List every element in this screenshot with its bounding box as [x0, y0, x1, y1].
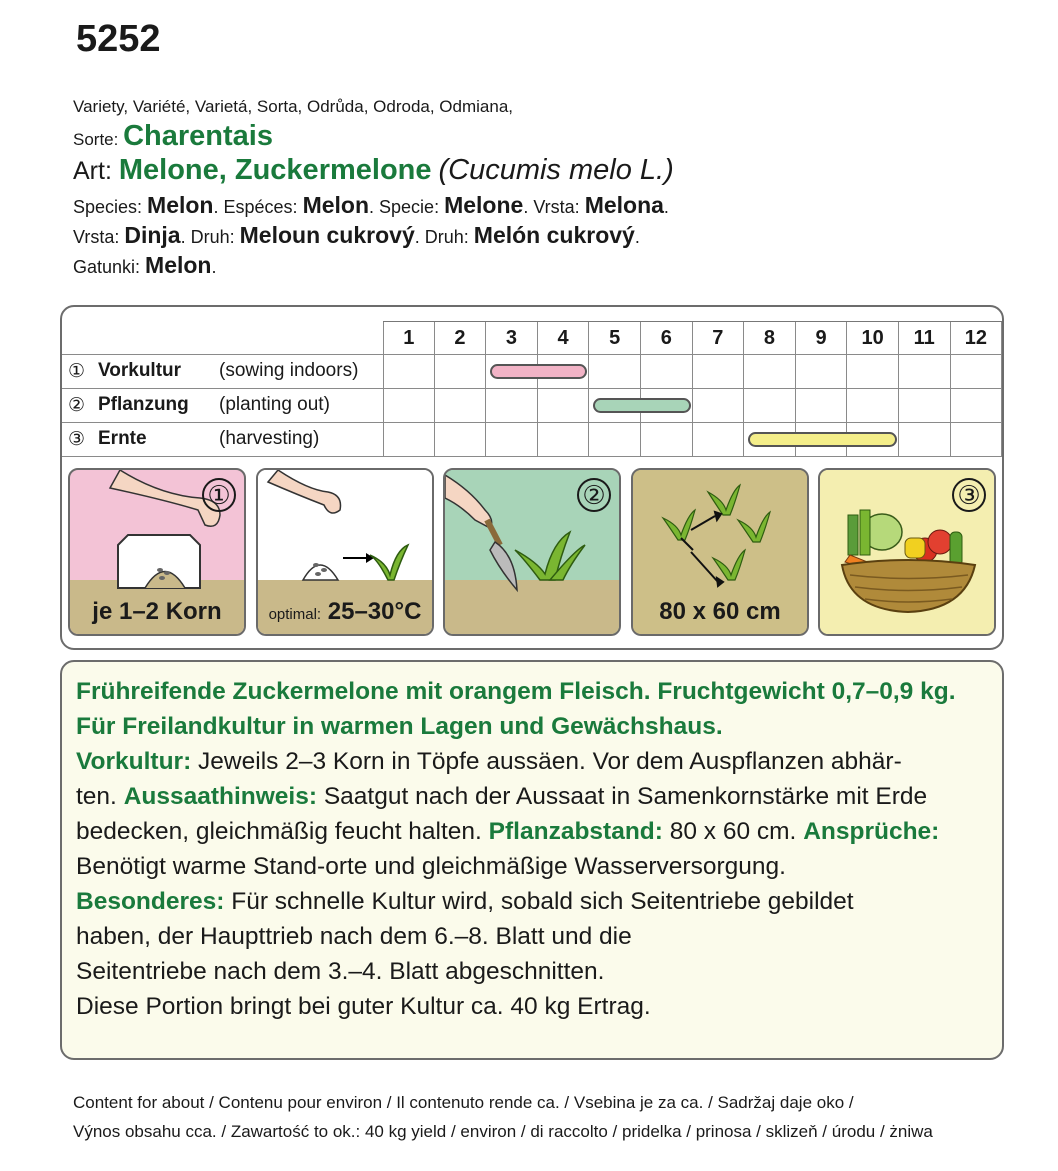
- species-label: Vrsta:: [73, 227, 125, 247]
- calendar-cell: [383, 389, 435, 422]
- calendar-cell: [435, 389, 487, 422]
- row-translation: (harvesting): [219, 428, 320, 449]
- art-line: [73, 154, 674, 187]
- species-end: .: [211, 257, 217, 277]
- row-number: ②: [68, 395, 86, 416]
- calendar-cell: [693, 389, 745, 422]
- desc-line-4-start: ten.: [76, 783, 124, 810]
- species-end: .: [523, 197, 529, 217]
- desc-line-7: [76, 884, 988, 919]
- art-label: Art:: [73, 157, 112, 185]
- step-1-badge: ①: [202, 478, 236, 512]
- panel-sowing: [68, 468, 246, 636]
- pflanzabstand-heading: Pflanzabstand:: [488, 818, 663, 845]
- ansprueche-heading: Ansprüche:: [803, 818, 940, 845]
- calendar-cell: [744, 355, 796, 388]
- besonderes-text: Für schnelle Kultur wird, sobald sich Seitentriebe gebildet: [224, 888, 854, 915]
- calendar-cell: [951, 389, 1003, 422]
- species-end: .: [663, 197, 669, 217]
- species-value: Melon: [147, 192, 214, 218]
- species-label: Druh:: [419, 227, 474, 247]
- species-label: Species:: [73, 197, 148, 217]
- species-value: Melon: [145, 252, 212, 278]
- desc-line-8: haben, der Haupttrieb nach dem 6.–8. Blatt und die: [76, 923, 632, 950]
- desc-line-2: Für Freilandkultur in warmen Lagen und Gewächshaus.: [76, 713, 723, 740]
- row-translation: (sowing indoors): [219, 360, 359, 381]
- species-end: .: [213, 197, 219, 217]
- month-2: 2: [435, 322, 487, 354]
- temperature-value: 25–30°C: [327, 598, 422, 625]
- step-3-badge: ③: [952, 478, 986, 512]
- species-value: Melon: [302, 192, 370, 218]
- plant-spacing-label: 80 x 60 cm: [659, 598, 781, 625]
- calendar-cell: [744, 389, 796, 422]
- species-line-1: [73, 192, 669, 219]
- month-5: 5: [589, 322, 641, 354]
- step-2-badge: ②: [577, 478, 611, 512]
- calendar-cell: [641, 423, 693, 456]
- calendar-cell: [951, 355, 1003, 388]
- calendar-cell: [899, 423, 951, 456]
- temperature-label: [258, 598, 432, 626]
- desc-line-10: Diese Portion bringt bei guter Kultur ca. 40 kg Ertrag.: [76, 993, 651, 1020]
- art-latin: (Cucumis melo L.): [438, 154, 674, 186]
- vorkultur-text: Jeweils 2–3 Korn in Töpfe aussäen. Vor dem Auspflanzen abhär-: [191, 748, 902, 775]
- desc-line-4: [76, 779, 988, 814]
- panel-harvest: [818, 468, 996, 636]
- footer-content-line-1: Content for about / Contenu pour environ / Il contenuto rende ca. / Vsebina je za ca. / Sadržaj daje oko /: [73, 1093, 854, 1112]
- species-end: .: [369, 197, 375, 217]
- calendar-cell: [435, 423, 487, 456]
- calendar-row: [62, 354, 1002, 388]
- row-label: Vorkultur: [98, 360, 182, 381]
- species-end: .: [180, 227, 186, 247]
- month-7: 7: [693, 322, 745, 354]
- species-value: Melone: [444, 192, 524, 218]
- species-label: Specie:: [374, 197, 445, 217]
- desc-line-5: [76, 814, 988, 849]
- calendar-cell: [951, 423, 1003, 456]
- species-label: Vrsta:: [528, 197, 585, 217]
- month-11: 11: [899, 322, 951, 354]
- panel-germination: [256, 468, 434, 636]
- footer-content-line-2: Výnos obsahu cca. / Zawartość to ok.: 40 kg yield / environ / di raccolto / pridelka / prinosa / sklizeň / úrodu / żniwa: [73, 1122, 933, 1141]
- calendar-row: [62, 422, 1002, 456]
- calendar-cell: [693, 355, 745, 388]
- product-code: 5252: [76, 18, 161, 60]
- species-end: .: [414, 227, 420, 247]
- species-line-3: [73, 252, 217, 279]
- month-3: 3: [486, 322, 538, 354]
- row-label: Ernte: [98, 428, 147, 449]
- desc-line-5-start: bedecken, gleichmäßig feucht halten.: [76, 818, 489, 845]
- sorte-value: Charentais: [123, 120, 273, 152]
- calendar-months: [383, 321, 1002, 354]
- calendar-bottom-line: [62, 456, 1002, 457]
- month-6: 6: [641, 322, 693, 354]
- art-value: Melone, Zuckermelone: [118, 154, 432, 186]
- period-bar: [490, 364, 587, 379]
- calendar-cell: [693, 423, 745, 456]
- calendar-cell: [538, 389, 590, 422]
- calendar-cell: [899, 355, 951, 388]
- desc-line-9: Seitentriebe nach dem 3.–4. Blatt abgeschnitten.: [76, 958, 605, 985]
- row-number: ①: [68, 361, 86, 382]
- sorte-line: [73, 120, 273, 153]
- calendar-cell: [383, 423, 435, 456]
- vorkultur-heading: Vorkultur:: [76, 748, 192, 775]
- aussaathinweis-heading: Aussaathinweis:: [123, 783, 318, 810]
- row-translation: (planting out): [219, 394, 330, 415]
- month-4: 4: [538, 322, 590, 354]
- period-bar: [748, 432, 897, 447]
- desc-line-3: [76, 744, 988, 779]
- calendar-cell: [435, 355, 487, 388]
- desc-line-1: Frühreifende Zuckermelone mit orangem Fleisch. Fruchtgewicht 0,7–0,9 kg.: [76, 678, 956, 705]
- calendar-cell: [589, 423, 641, 456]
- species-label: Gatunki:: [73, 257, 146, 277]
- calendar-cell: [383, 355, 435, 388]
- calendar-cell: [486, 423, 538, 456]
- desc-line-6: Benötigt warme Stand-orte und gleichmäßige Wasserversorgung.: [76, 853, 786, 880]
- species-end: .: [634, 227, 640, 247]
- row-cells: [383, 389, 1002, 422]
- species-value: Meloun cukrový: [239, 222, 415, 248]
- month-12: 12: [951, 322, 1003, 354]
- row-label: Pflanzung: [98, 394, 189, 415]
- calendar-cell: [847, 355, 899, 388]
- row-cells: [383, 355, 1002, 388]
- sorte-label: Sorte:: [73, 130, 119, 149]
- species-label: Druh:: [185, 227, 240, 247]
- panel-spacing: [631, 468, 809, 636]
- calendar-cell: [796, 355, 848, 388]
- species-value: Melona: [584, 192, 664, 218]
- month-1: 1: [383, 322, 435, 354]
- calendar-cell: [589, 355, 641, 388]
- variety-line: Variety, Variété, Varietá, Sorta, Odrůda, Odroda, Odmiana,: [73, 97, 514, 116]
- calendar-cell: [899, 389, 951, 422]
- temperature-prefix: optimal:: [268, 606, 322, 623]
- calendar-row: [62, 388, 1002, 422]
- species-label: Espéces:: [218, 197, 303, 217]
- aussaathinweis-text: Saatgut nach der Aussaat in Samenkornstärke mit Erde: [317, 783, 928, 810]
- period-bar: [593, 398, 690, 413]
- month-9: 9: [796, 322, 848, 354]
- besonderes-heading: Besonderes:: [76, 888, 225, 915]
- seeds-per-pot-label: je 1–2 Korn: [92, 598, 222, 625]
- calendar-cell: [641, 355, 693, 388]
- pflanzabstand-text: 80 x 60 cm.: [662, 818, 804, 845]
- panel-planting: [443, 468, 621, 636]
- species-line-2: [73, 222, 640, 249]
- calendar-cell: [796, 389, 848, 422]
- species-value: Melón cukrový: [473, 222, 635, 248]
- month-10: 10: [847, 322, 899, 354]
- row-number: ③: [68, 429, 86, 450]
- species-value: Dinja: [124, 222, 181, 248]
- cultivation-description: [60, 660, 1004, 1060]
- month-8: 8: [744, 322, 796, 354]
- calendar-cell: [538, 423, 590, 456]
- calendar-cell: [486, 389, 538, 422]
- row-cells: [383, 423, 1002, 456]
- calendar-cell: [847, 389, 899, 422]
